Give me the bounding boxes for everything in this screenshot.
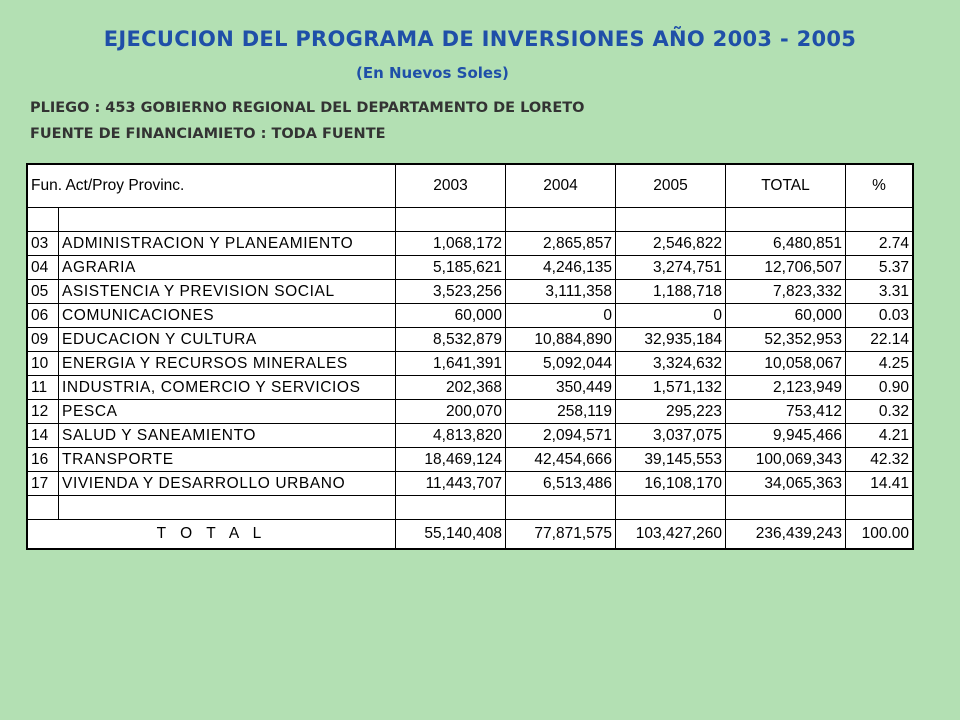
- table-header-row: [27, 164, 913, 208]
- page-title: EJECUCION DEL PROGRAMA DE INVERSIONES AÑO 2003 - 2005: [103, 27, 857, 51]
- value-2004: 42,454,666: [506, 448, 616, 472]
- value-2005: 3,274,751: [616, 256, 726, 280]
- pliego-line: PLIEGO : 453 GOBIERNO REGIONAL DEL DEPARTAMENTO DE LORETO: [30, 100, 585, 116]
- table-row: [27, 352, 913, 376]
- function-name: INDUSTRIA, COMERCIO Y SERVICIOS: [59, 376, 396, 400]
- value-percent: 4.21: [846, 424, 914, 448]
- function-code: 05: [27, 280, 59, 304]
- column-header: TOTAL: [726, 164, 846, 208]
- value-2005: 295,223: [616, 400, 726, 424]
- value-2005: 39,145,553: [616, 448, 726, 472]
- value-percent: 0.32: [846, 400, 914, 424]
- table-row: [27, 376, 913, 400]
- value-2005: 3,037,075: [616, 424, 726, 448]
- value-total: 753,412: [726, 400, 846, 424]
- value-2003: 4,813,820: [396, 424, 506, 448]
- function-name: SALUD Y SANEAMIENTO: [59, 424, 396, 448]
- value-total: 100,069,343: [726, 448, 846, 472]
- function-name: ASISTENCIA Y PREVISION SOCIAL: [59, 280, 396, 304]
- function-name: COMUNICACIONES: [59, 304, 396, 328]
- value-2005: 1,571,132: [616, 376, 726, 400]
- column-header: 2004: [506, 164, 616, 208]
- value-2004: 10,884,890: [506, 328, 616, 352]
- value-2004: 2,094,571: [506, 424, 616, 448]
- value-total: 60,000: [726, 304, 846, 328]
- table-row: [27, 424, 913, 448]
- value-percent: 42.32: [846, 448, 914, 472]
- page-subtitle: (En Nuevos Soles): [356, 64, 509, 82]
- value-percent: 4.25: [846, 352, 914, 376]
- value-2004: 0: [506, 304, 616, 328]
- value-2003: 1,068,172: [396, 232, 506, 256]
- value-2005: 1,188,718: [616, 280, 726, 304]
- function-code: 10: [27, 352, 59, 376]
- value-percent: 0.03: [846, 304, 914, 328]
- table-row: [27, 328, 913, 352]
- table-row: [27, 448, 913, 472]
- function-name: ENERGIA Y RECURSOS MINERALES: [59, 352, 396, 376]
- value-2003: 18,469,124: [396, 448, 506, 472]
- value-total: 34,065,363: [726, 472, 846, 496]
- value-2003: 8,532,879: [396, 328, 506, 352]
- value-total: 12,706,507: [726, 256, 846, 280]
- function-name: TRANSPORTE: [59, 448, 396, 472]
- value-2003: 5,185,621: [396, 256, 506, 280]
- value-2004: 3,111,358: [506, 280, 616, 304]
- function-code: 06: [27, 304, 59, 328]
- function-name: PESCA: [59, 400, 396, 424]
- table-row: [27, 304, 913, 328]
- value-2005: 32,935,184: [616, 328, 726, 352]
- total-label: T O T A L: [27, 520, 396, 550]
- total-row: [27, 520, 913, 550]
- function-code: 12: [27, 400, 59, 424]
- spacer-row: [27, 496, 913, 520]
- function-code: 11: [27, 376, 59, 400]
- function-name: EDUCACION Y CULTURA: [59, 328, 396, 352]
- table-row: [27, 400, 913, 424]
- grand-total: 236,439,243: [726, 520, 846, 550]
- column-header: Fun. Act/Proy Provinc.: [27, 164, 396, 208]
- value-total: 7,823,332: [726, 280, 846, 304]
- fuente-line: FUENTE DE FINANCIAMIETO : TODA FUENTE: [30, 126, 386, 142]
- function-code: 03: [27, 232, 59, 256]
- function-name: VIVIENDA Y DESARROLLO URBANO: [59, 472, 396, 496]
- function-code: 14: [27, 424, 59, 448]
- value-2005: 16,108,170: [616, 472, 726, 496]
- function-code: 16: [27, 448, 59, 472]
- value-percent: 0.90: [846, 376, 914, 400]
- value-2003: 60,000: [396, 304, 506, 328]
- value-2005: 3,324,632: [616, 352, 726, 376]
- column-header: %: [846, 164, 914, 208]
- value-2004: 2,865,857: [506, 232, 616, 256]
- value-percent: 22.14: [846, 328, 914, 352]
- value-total: 9,945,466: [726, 424, 846, 448]
- table-row: [27, 256, 913, 280]
- value-percent: 3.31: [846, 280, 914, 304]
- value-2004: 258,119: [506, 400, 616, 424]
- value-2004: 350,449: [506, 376, 616, 400]
- function-name: ADMINISTRACION Y PLANEAMIENTO: [59, 232, 396, 256]
- value-total: 10,058,067: [726, 352, 846, 376]
- value-2005: 2,546,822: [616, 232, 726, 256]
- value-total: 6,480,851: [726, 232, 846, 256]
- value-total: 52,352,953: [726, 328, 846, 352]
- value-2004: 4,246,135: [506, 256, 616, 280]
- value-2003: 202,368: [396, 376, 506, 400]
- value-2003: 1,641,391: [396, 352, 506, 376]
- value-total: 2,123,949: [726, 376, 846, 400]
- value-2005: 0: [616, 304, 726, 328]
- table-row: [27, 472, 913, 496]
- value-percent: 2.74: [846, 232, 914, 256]
- function-code: 17: [27, 472, 59, 496]
- function-code: 04: [27, 256, 59, 280]
- total-2003: 55,140,408: [396, 520, 506, 550]
- value-percent: 14.41: [846, 472, 914, 496]
- value-2004: 5,092,044: [506, 352, 616, 376]
- table-row: [27, 280, 913, 304]
- investment-table: [26, 163, 914, 550]
- total-percent: 100.00: [846, 520, 914, 550]
- column-header: 2003: [396, 164, 506, 208]
- value-2003: 11,443,707: [396, 472, 506, 496]
- value-2003: 3,523,256: [396, 280, 506, 304]
- function-code: 09: [27, 328, 59, 352]
- table-row: [27, 232, 913, 256]
- spacer-row: [27, 208, 913, 232]
- total-2004: 77,871,575: [506, 520, 616, 550]
- total-2005: 103,427,260: [616, 520, 726, 550]
- value-2004: 6,513,486: [506, 472, 616, 496]
- value-percent: 5.37: [846, 256, 914, 280]
- column-header: 2005: [616, 164, 726, 208]
- value-2003: 200,070: [396, 400, 506, 424]
- function-name: AGRARIA: [59, 256, 396, 280]
